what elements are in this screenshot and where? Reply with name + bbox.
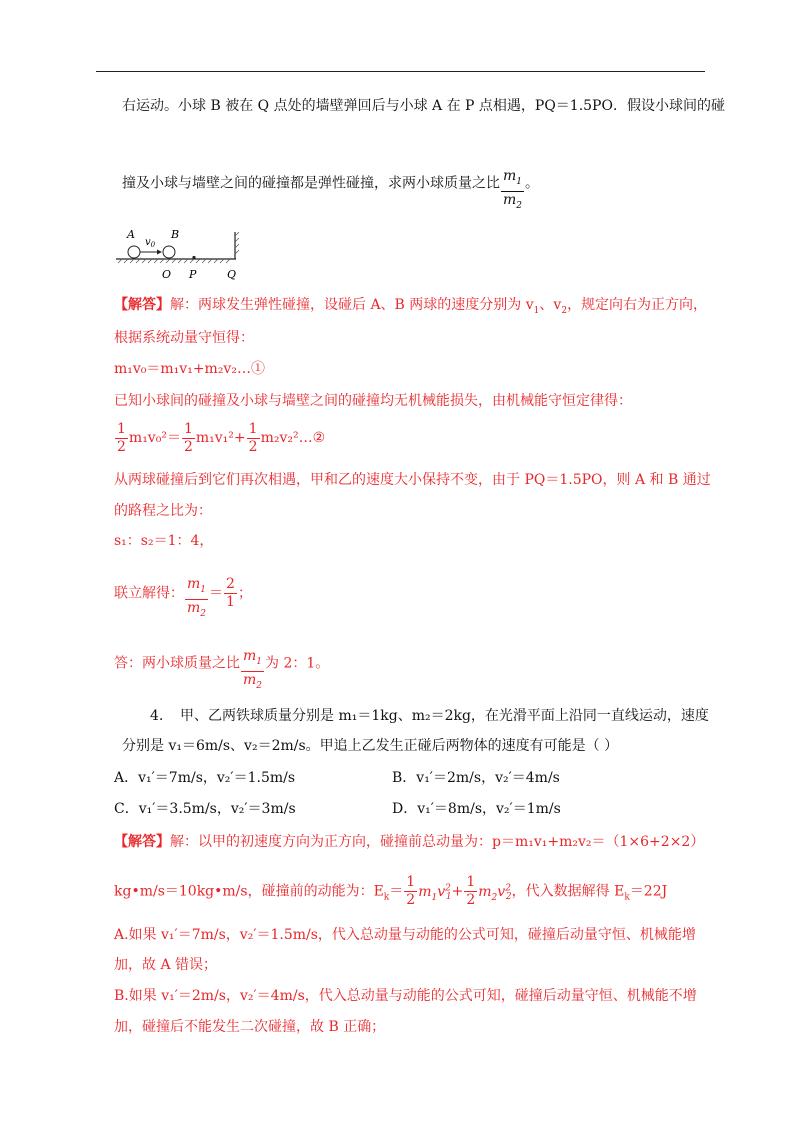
answer3-energy: 已知小球间的碰撞及小球与墙壁之间的碰撞均无机械能损失，由机械能守恒定律得：: [114, 393, 632, 409]
label-b: B: [171, 228, 180, 241]
collision-diagram: [114, 228, 254, 286]
header-rule: [96, 71, 705, 72]
answer3-momentum: 根据系统动量守恒得：: [114, 330, 254, 346]
point-p: [192, 256, 195, 259]
q4-option-b: B．v₁′＝2m/s，v₂′＝4m/s: [392, 770, 560, 786]
q4-option-c: C．v₁′＝3.5m/s，v₂′＝3m/s: [114, 801, 296, 817]
label-a: A: [127, 228, 135, 241]
answer4-a2: 加，故 A 错误；: [114, 957, 218, 973]
label-q: Q: [227, 268, 237, 281]
answer3-solve: 联立解得： $\frac{m_1}{m_2}$ ＝ $\frac{2}{1}$ ；: [114, 575, 252, 619]
answer3-distance2: 的路程之比为：: [114, 503, 212, 519]
answer3-final: 答：两小球质量之比 $\frac{m_1}{m_2}$ 为 2：1。: [114, 648, 330, 691]
q3-line1: 右运动。小球 B 被在 Q 点处的墙壁弹回后与小球 A 在 P 点相遇，PQ＝1.5PO．假设小球间的碰: [122, 98, 725, 114]
q4-option-a: A．v₁′＝7m/s，v₂′＝1.5m/s: [114, 770, 296, 786]
answer3-distance1: 从两球碰撞后到它们再次相遇，甲和乙的速度大小保持不变，由于 PQ＝1.5PO，则 A 和 B 通过: [114, 472, 711, 488]
q4-stem1: 甲、乙两铁球质量分别是 m₁＝1kg、m₂＝2kg，在光滑平面上沿同一直线运动，速度: [180, 708, 709, 724]
label-v0: $v_0$: [145, 237, 156, 249]
q3-line2: 撞及小球与墙壁之间的碰撞都是弹性碰撞，求两小球质量之比 $\frac{m_1}{m_2}$ 。: [122, 168, 540, 211]
answer4-a1: A.如果 v₁′＝7m/s，v₂′＝1.5m/s，代入总动量与动能的公式可知，碰撞后动量守恒、机械能增: [114, 927, 696, 943]
answer4-line2: kg•m/s＝10kg•m/s，碰撞前的动能为：$E_k=$ $\frac{1}{2}$ $m_1v^2_1+$ $\frac{1}{2}$ $m_2v^2_2$，代入数据解得 $E_k=22J$: [114, 874, 668, 909]
ball-a: [128, 246, 140, 258]
answer3-eq1: m₁v₀＝m₁v₁+m₂v₂…①: [114, 361, 265, 377]
ball-b: [163, 246, 175, 258]
answer3-intro: 【解答】解：两球发生弹性碰撞，设碰后 A、B 两球的速度分别为 $v_1$、$v_2$，规定向右为正方向，: [114, 297, 708, 316]
answer4-line1: 【解答】解：以甲的初速度方向为正方向，碰撞前总动量为：p＝m₁v₁+m₂v₂＝（1×6+2×2）: [114, 834, 705, 850]
q4-stem2: 分别是 v₁＝6m/s、v₂＝2m/s。甲追上乙发生正碰后两物体的速度有可能是（ ）: [122, 738, 619, 754]
answer3-ratio: s₁：s₂＝1：4，: [114, 533, 214, 549]
label-p: P: [189, 268, 197, 281]
answer4-b1: B.如果 v₁′＝2m/s，v₂′＝4m/s，代入总动量与动能的公式可知，碰撞后动量守恒、机械能不增: [114, 988, 697, 1004]
answer4-b2: 加，碰撞后不能发生二次碰撞，故 B 正确；: [114, 1019, 386, 1035]
label-o: O: [162, 268, 172, 281]
q4-option-d: D．v₁′＝8m/s，v₂′＝1m/s: [392, 801, 561, 817]
answer3-eq2: $\frac{1}{2}$ m₁v₀²＝ $\frac{1}{2}$ m₁v₁²+ $\frac{1}{2}$ m₂v₂²…②: [117, 420, 326, 455]
q4-number: 4.: [150, 708, 164, 724]
